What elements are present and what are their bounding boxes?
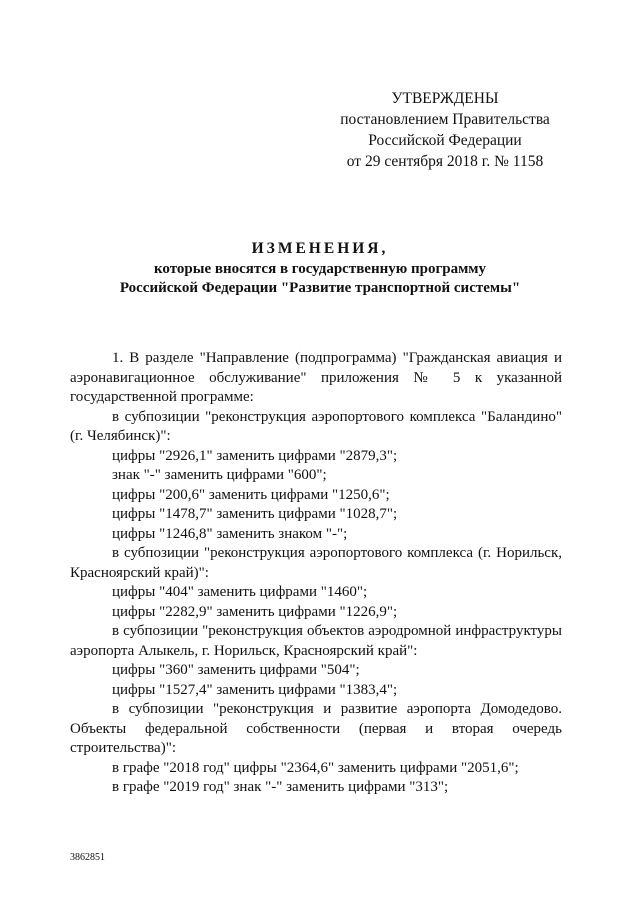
paragraph-change: цифры "1246,8" заменить знаком "-";: [112, 525, 348, 542]
paragraph-change: цифры "404" заменить цифрами "1460";: [112, 584, 368, 600]
document-subtitle: [60, 260, 580, 298]
approval-line-1: постановлением Правительства: [340, 111, 550, 128]
paragraph-subposition-balandino: в субпозиции "реконструкция аэропортового комплекса "Баландино" (г. Челябинск)":: [70, 408, 562, 444]
paragraph-change: цифры "200,6" заменить цифрами "1250,6";: [112, 486, 390, 503]
paragraph-change: цифры "2926,1" заменить цифрами "2879,3";: [112, 447, 398, 464]
paragraph-subposition-alykel: в субпозиции "реконструкция объектов аэродромной инфраструктуры аэропорта Алыкель, г. Норильск, Красноярский край":: [70, 623, 562, 659]
approval-date-number: от 29 сентября 2018 г. № 1158: [346, 153, 544, 170]
paragraph-change: в графе "2018 год" цифры "2364,6" заменить цифрами "2051,6";: [112, 759, 519, 776]
paragraph-section-1: 1. В разделе "Направление (подпрограмма) "Гражданская авиация и аэронавигационное обслуживание" приложения № 5 к указанной государственной программе:: [70, 350, 562, 405]
document-subtitle-line-2: Российской Федерации "Развитие транспортной системы": [119, 280, 521, 296]
paragraph-subposition-norilsk: в субпозиции "реконструкция аэропортового комплекса (г. Норильск, Красноярский край)":: [70, 545, 562, 581]
approval-line-2: Российской Федерации: [368, 132, 522, 149]
document-body: [70, 349, 562, 798]
document-code: 3862851: [70, 852, 105, 863]
paragraph-change: цифры "1527,4" заменить цифрами "1383,4";: [112, 681, 398, 698]
paragraph-change: в графе "2019 год" знак "-" заменить цифрами "313";: [112, 779, 449, 795]
paragraph-change: знак "-" заменить цифрами "600";: [112, 467, 327, 483]
paragraph-change: цифры "1478,7" заменить цифрами "1028,7";: [112, 506, 398, 522]
paragraph-change: цифры "2282,9" заменить цифрами "1226,9";: [112, 603, 398, 620]
paragraph-change: цифры "360" заменить цифрами "504";: [112, 662, 360, 678]
approval-block: [330, 88, 560, 172]
document-title: ИЗМЕНЕНИЯ,: [251, 240, 389, 257]
paragraph-subposition-domodedovo: в субпозиции "реконструкция и развитие аэропорта Домодедово. Объекты федеральной собственности (первая и вторая очередь строительства)":: [70, 701, 562, 756]
document-subtitle-line-1: которые вносятся в государственную программу: [153, 261, 487, 277]
approval-title: УТВЕРЖДЕНЫ: [391, 90, 499, 107]
